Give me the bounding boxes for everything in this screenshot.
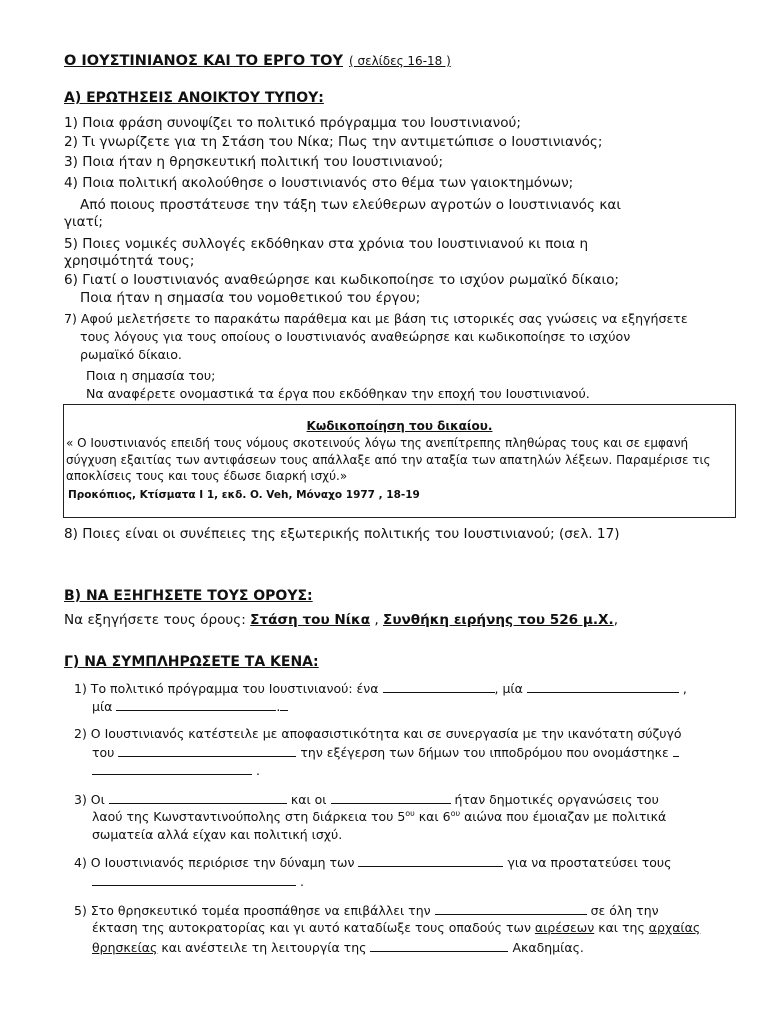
- blank-5a[interactable]: [435, 901, 587, 915]
- question-7-works: Να αναφέρετε ονομαστικά τα έργα που εκδόθηκαν την εποχή του Ιουστινιανού.: [86, 386, 590, 401]
- fill-item-2-cont: του την εξέγερση των δήμων του ιπποδρόμου που ονομάστηκε: [92, 743, 679, 762]
- question-3: 3) Ποια ήταν η θρησκευτική πολιτική του Ιουστινιανού;: [64, 154, 444, 170]
- section-a-heading: Α) ΕΡΩΤΗΣΕΙΣ ΑΝΟΙΚΤΟΥ ΤΥΠΟΥ:: [64, 90, 324, 106]
- quote-text: « Ο Ιουστινιανός επειδή τους νόμους σκοτεινούς λόγω της ανεπίτρεπης πληθώρας τους και σε εμφανή σύγχυση εξαιτίας των αντιφάσεων τους απάλλαξε από την αταξία των απατηλών λέξεων. Παραμέρισε τις αποκλίσεις τους και τους έδωσε διαρκή ισχύ.»: [66, 436, 711, 483]
- question-4: 4) Ποια πολιτική ακολούθησε ο Ιουστινιανός στο θέμα των γαιοκτημόνων;: [64, 175, 574, 191]
- question-1: 1) Ποια φράση συνοψίζει το πολιτικό πρόγραμμα του Ιουστινιανού;: [64, 115, 521, 131]
- blank-3b[interactable]: [331, 790, 451, 804]
- blank-2a[interactable]: [118, 743, 296, 757]
- question-5: 5) Ποιες νομικές συλλογές εκδόθηκαν στα χρόνια του Ιουστινιανού κι ποια η: [64, 236, 589, 252]
- quote-title: Κωδικοποίηση του δικαίου.: [306, 419, 493, 433]
- blank-4b[interactable]: [92, 872, 296, 886]
- section-b-heading: Β) ΝΑ ΕΞΗΓΗΣΕΤΕ ΤΟΥΣ ΟΡΟΥΣ:: [64, 588, 313, 604]
- blank-1b[interactable]: [527, 679, 679, 693]
- question-4-cont2: γιατί;: [64, 214, 103, 230]
- page-range: ( σελίδες 16-18 ): [348, 54, 451, 68]
- fill-item-1: 1) Το πολιτικό πρόγραμμα του Ιουστινιανού: ένα , μία ,: [74, 681, 687, 696]
- trailing-underline: [280, 697, 288, 711]
- question-7-cont2: ρωμαϊκό δίκαιο.: [80, 347, 182, 362]
- fill-item-5: 5) Στο θρησκευτικό τομέα προσπάθησε να επιβάλλει την σε όλη την: [74, 903, 659, 918]
- blank-1c[interactable]: [116, 697, 276, 711]
- question-4-cont: Από ποιους προστάτευσε την τάξη των ελεύθερων αγροτών ο Ιουστινιανός και: [80, 197, 621, 213]
- question-7-cont: τους λόγους για τους οποίους ο Ιουστινιανός αναθεώρησε και κωδικοποίησε το ισχύον: [80, 329, 631, 344]
- question-6: 6) Γιατί ο Ιουστινιανός αναθεώρησε και κωδικοποίησε το ισχύον ρωμαϊκό δίκαιο;: [64, 272, 619, 288]
- trailing-underline-2: [673, 743, 679, 757]
- section-b-terms: Να εξηγήσετε τους όρους: Στάση του Νίκα , Συνθήκη ειρήνης του 526 μ.Χ.,: [64, 612, 619, 628]
- fill-item-2: 2) Ο Ιουστινιανός κατέστειλε με αποφασιστικότητα και σε συνεργασία με την ικανότατη σύζυγό: [74, 726, 682, 741]
- page-title: Ο ΙΟΥΣΤΙΝΙΑΝΟΣ ΚΑΙ ΤΟ ΕΡΓΟ ΤΟΥ ( σελίδες 16-18 ): [64, 53, 451, 69]
- fill-item-3-cont: λαού της Κωνσταντινούπολης στη διάρκεια του $5^{o\upsilon}$ και $6^{o\upsilon}$ αιώνα που έμοιαζαν με πολιτικά: [92, 808, 667, 824]
- question-7: 7) Αφού μελετήσετε το παρακάτω παράθεμα και με βάση τις ιστορικές σας γνώσεις να εξηγήσετε: [64, 311, 688, 326]
- question-7-significance: Ποια η σημασία του;: [86, 368, 216, 383]
- section-c-heading: Γ) ΝΑ ΣΥΜΠΛΗΡΩΣΕΤΕ ΤΑ ΚΕΝΑ:: [64, 654, 319, 670]
- term-peace-treaty-526: Συνθήκη ειρήνης του 526 μ.Χ.: [383, 612, 614, 628]
- term-nika-riot: Στάση του Νίκα: [250, 612, 371, 628]
- question-5-cont: χρησιμότητά τους;: [64, 253, 195, 269]
- quote-box: [63, 404, 736, 518]
- fill-item-4: 4) Ο Ιουστινιανός περιόρισε την δύναμη των για να προστατεύσει τους: [74, 855, 672, 870]
- blank-4a[interactable]: [358, 853, 503, 867]
- question-8: 8) Ποιες είναι οι συνέπειες της εξωτερικής πολιτικής του Ιουστινιανού; (σελ. 17): [64, 526, 620, 542]
- quote-source: Προκόπιος, Κτίσματα Ι 1, εκδ. O. Veh, Μόναχο 1977 , 18-19: [68, 489, 420, 501]
- fill-item-5-cont2: θρησκείας και ανέστειλε τη λειτουργία της Ακαδημίας.: [92, 940, 584, 955]
- fill-item-2-cont2: .: [92, 761, 260, 780]
- fill-item-3-cont2: σωματεία αλλά είχαν και πολιτική ισχύ.: [92, 827, 343, 842]
- fill-item-3: 3) Οι και οι ήταν δημοτικές οργανώσεις του: [74, 792, 659, 807]
- fill-item-4-cont: .: [92, 872, 304, 891]
- question-2: 2) Τι γνωρίζετε για τη Στάση του Νίκα; Πως την αντιμετώπισε ο Ιουστινιανός;: [64, 134, 603, 150]
- fill-item-1-cont: μία .: [92, 697, 288, 716]
- fill-item-5-cont: έκταση της αυτοκρατορίας και γι αυτό καταδίωξε τους οπαδούς των αιρέσεων και της αρχαίας: [92, 920, 701, 935]
- blank-3a[interactable]: [109, 790, 287, 804]
- blank-1a[interactable]: [383, 679, 495, 693]
- question-6-cont: Ποια ήταν η σημασία του νομοθετικού του έργου;: [80, 290, 421, 306]
- blank-2b[interactable]: [92, 761, 252, 775]
- blank-5b[interactable]: [370, 938, 508, 952]
